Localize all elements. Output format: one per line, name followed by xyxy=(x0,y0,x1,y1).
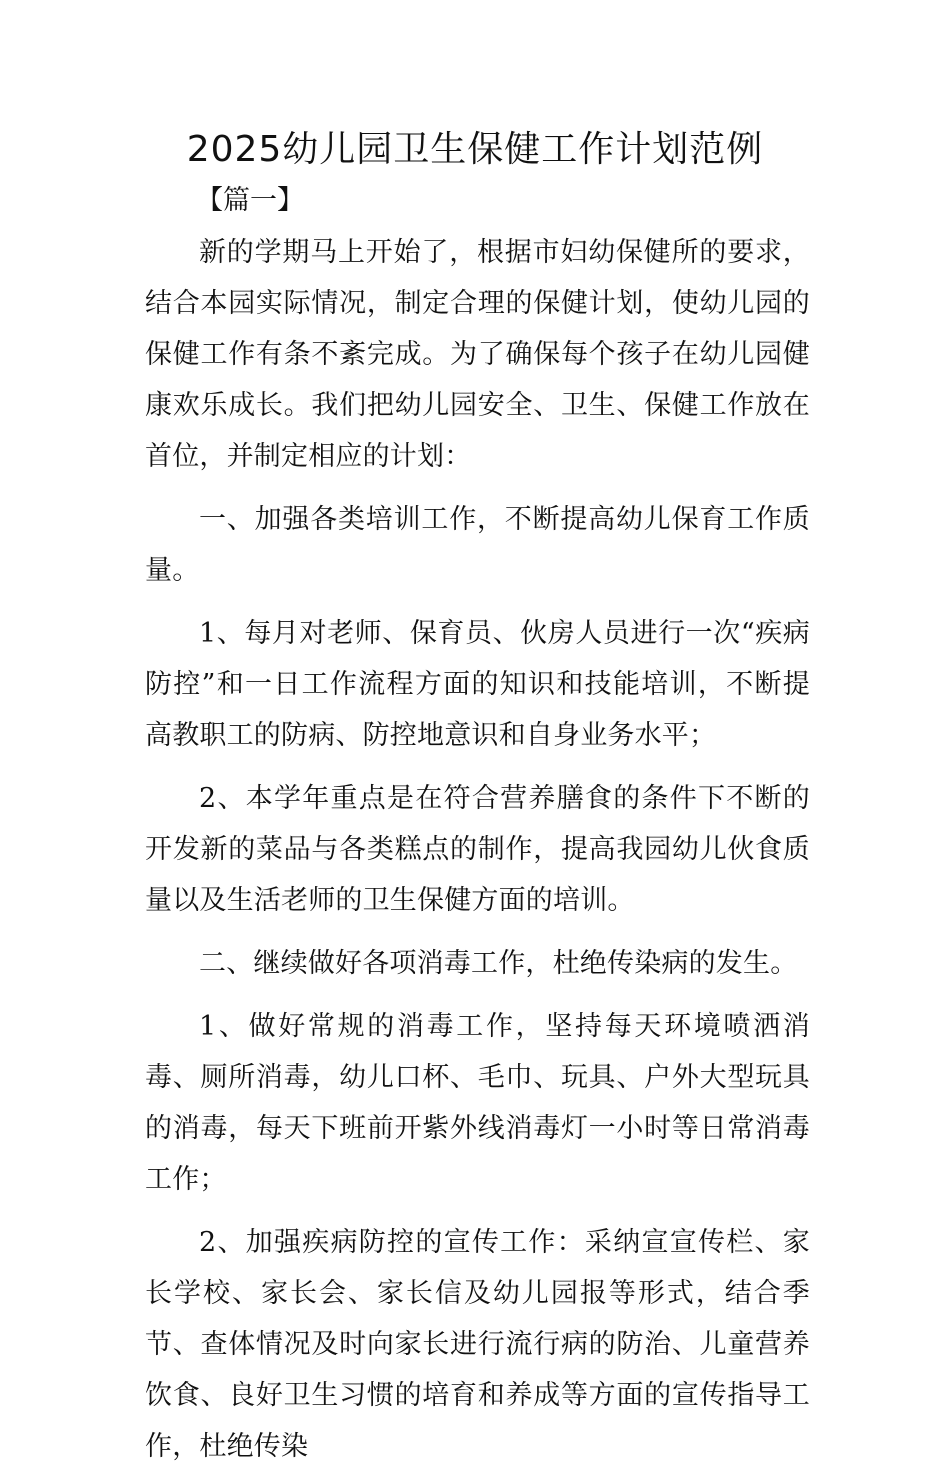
paragraph-training-2: 2、本学年重点是在符合营养膳食的条件下不断的开发新的菜品与各类糕点的制作，提高我园幼儿伙食质量以及生活老师的卫生保健方面的培训。 xyxy=(145,783,810,916)
heading-disinfection: 二、继续做好各项消毒工作，杜绝传染病的发生。 xyxy=(199,948,798,979)
paragraph-disinfection-2: 2、加强疾病防控的宣传工作：采纳宣宣传栏、家长学校、家长会、家长信及幼儿园报等形式，结合季节、查体情况及时向家长进行流行病的防治、儿童营养饮食、良好卫生习惯的培育和养成等方面的宣传指导工作，杜绝传染 xyxy=(145,1227,810,1462)
paragraph-training-1: 1、每月对老师、保育员、伙房人员进行一次“疾病防控”和一日工作流程方面的知识和技能培训，不断提高教职工的防病、防控地意识和自身业务水平； xyxy=(145,618,810,751)
paragraph-intro: 新的学期马上开始了，根据市妇幼保健所的要求，结合本园实际情况，制定合理的保健计划，使幼儿园的保健工作有条不紊完成。为了确保每个孩子在幼儿园健康欢乐成长。我们把幼儿园安全、卫生、保健工作放在首位，并制定相应的计划： xyxy=(145,237,810,472)
heading-training: 一、加强各类培训工作，不断提高幼儿保育工作质量。 xyxy=(145,504,810,586)
document-body xyxy=(145,227,810,1484)
section-label: 【篇一】 xyxy=(196,185,304,216)
paragraph-disinfection-1: 1、做好常规的消毒工作，坚持每天环境喷洒消毒、厕所消毒，幼儿口杯、毛巾、玩具、户外大型玩具的消毒，每天下班前开紫外线消毒灯一小时等日常消毒工作； xyxy=(145,1011,810,1195)
document-title: 2025幼儿园卫生保健工作计划范例 xyxy=(186,129,764,170)
